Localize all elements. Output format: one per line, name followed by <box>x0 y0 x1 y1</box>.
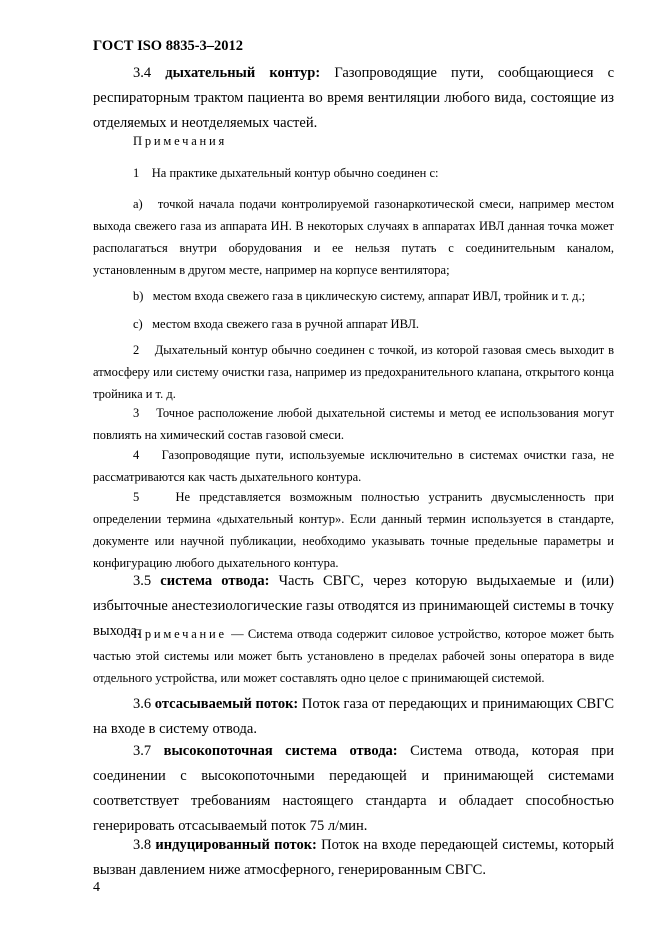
definition-text: Система отвода, которая при соединении с высокопоточными передающей и принимающей системами соответствует требованиям настоящего стандарта и обладает способностью генерировать отсасываемый поток 75 л/мин. <box>93 743 615 834</box>
definition-text: Часть СВГС, через которую выдыхаемые и (или) избыточные анестезиологические газы отводятся из принимающей системы в точку выхода. <box>93 573 615 639</box>
term: система отвода: <box>160 573 270 589</box>
clause-number: 3.5 <box>133 573 152 589</box>
item-text: точкой начала подачи контролируемой газонаркотической смеси, например местом выхода свежего газа из аппарата ИН. В некоторых случаях в аппаратах ИВЛ данная точка может располагаться внутри оборудования и ее нельзя путать с соединительным каналом, установленным в другом месте, например на корпусе вентилятора; <box>93 197 615 277</box>
definition-text: Поток на входе передающей системы, который вызван давлением ниже атмосферного, генерированным СВГС. <box>93 837 615 878</box>
definition-3-6 <box>93 692 614 742</box>
note-2 <box>93 339 614 405</box>
definition-3-8 <box>93 833 614 883</box>
note-text: Не представляется возможным полностью устранить двусмысленность при определении термина «дыхательный контур». Если данный термин используется в стандарте, документе или научной публикации, необходимо указывать точные предельные параметры и конфигурацию любого дыхательного контура. <box>93 490 614 570</box>
definition-3-7 <box>93 739 614 839</box>
standard-code-header: ГОСТ ISO 8835-3–2012 <box>93 38 244 54</box>
term: отсасываемый поток: <box>154 696 299 712</box>
note-number: 2 <box>133 343 140 357</box>
page-number: 4 <box>93 880 100 895</box>
note-5 <box>93 486 614 574</box>
term: дыхательный контур: <box>165 65 321 81</box>
clause-number: 3.6 <box>133 696 152 712</box>
note-text: Точное расположение любой дыхательной системы и метод ее использования могут повлиять на химический состав газовой смеси. <box>93 406 614 442</box>
note-text: Газопроводящие пути, используемые исключительно в системах очистки газа, не рассматриваются как часть дыхательного контура. <box>93 448 614 484</box>
note-number: 1 <box>133 166 140 180</box>
definition-3-4 <box>93 61 614 136</box>
clause-number: 3.7 <box>133 743 152 759</box>
notes-title: Примечания <box>133 134 228 148</box>
note-4 <box>93 444 614 488</box>
note-1 <box>93 162 614 184</box>
note-text: — Система отвода содержит силовое устройство, которое может быть частью этой системы или может быть установлено в пределах рабочей зоны оператора в виде отдельного устройства, или может составлять одно целое с принимающей системой. <box>93 627 614 685</box>
definition-text: Газопроводящие пути, сообщающиеся с респираторным трактом пациента во время вентиляции любого вида, состоящие из отделяемых и неотделяемых частей. <box>93 65 615 131</box>
note-1-item-b <box>93 285 614 307</box>
item-label: a) <box>133 197 143 211</box>
note-1-item-a <box>93 193 614 281</box>
note-label: Примечание <box>133 627 227 641</box>
item-label: b) <box>133 289 144 303</box>
note-1-item-c <box>93 313 614 335</box>
note-number: 5 <box>133 490 140 504</box>
note-3-5 <box>93 623 614 689</box>
term: высокопоточная система отвода: <box>163 743 398 759</box>
item-text: местом входа свежего газа в ручной аппарат ИВЛ. <box>152 317 420 331</box>
note-text: Дыхательный контур обычно соединен с точкой, из которой газовая смесь выходит в атмосферу или систему очистки газа, например из предохранительного клапана, открытого конца тройника и т. д. <box>93 343 615 401</box>
clause-number: 3.8 <box>133 837 152 853</box>
clause-number: 3.4 <box>133 65 152 81</box>
note-number: 3 <box>133 406 140 420</box>
definition-text: Поток газа от передающих и принимающих СВГС на входе в систему отвода. <box>93 696 615 737</box>
note-number: 4 <box>133 448 140 462</box>
item-text: местом входа свежего газа в циклическую систему, аппарат ИВЛ, тройник и т. д.; <box>152 289 586 303</box>
item-label: c) <box>133 317 143 331</box>
note-3 <box>93 402 614 446</box>
term: индуцированный поток: <box>155 837 317 853</box>
note-text: На практике дыхательный контур обычно соединен с: <box>151 166 439 180</box>
